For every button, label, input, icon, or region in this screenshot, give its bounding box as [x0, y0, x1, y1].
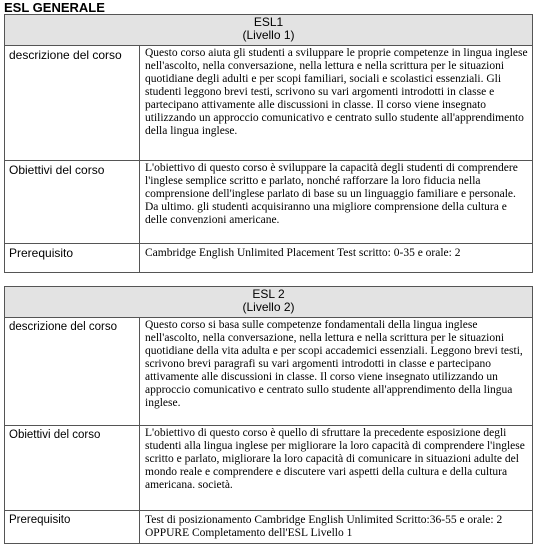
course-subheading: (Livello 2) [242, 300, 295, 314]
row-label-description: descrizione del corso [5, 46, 140, 161]
course-header-row [5, 15, 533, 46]
course-header-row [5, 287, 533, 318]
table-row [5, 318, 533, 426]
table-row [5, 161, 533, 244]
course-heading-cell [5, 287, 533, 318]
row-label-prerequisite: Prerequisito [5, 511, 140, 544]
document-title: ESL GENERALE [4, 0, 105, 15]
course-table-esl2 [4, 286, 533, 544]
table-row [5, 46, 533, 161]
course-heading: ESL 2 [252, 287, 285, 301]
row-label-objectives: Obiettivi del corso [5, 161, 140, 244]
course-subheading: (Livello 1) [242, 28, 295, 42]
course-table-esl1 [4, 14, 533, 273]
course-heading: ESL1 [253, 15, 284, 29]
row-label-prerequisite: Prerequisito [5, 244, 140, 273]
table-row [5, 244, 533, 273]
row-text-description: Questo corso si basa sulle competenze fondamentali della lingua inglese nell'ascolto, nella conversazione, nella lettura e nella scrittura per le situazioni quotidiane della vita adulta e per scopi accademici essenziali. Leggono brevi testi, scrivono brevi paragrafi su vari argomenti introdotti in classe e partecipano attivamente alle discussioni in classe. Il corso viene insegnato utilizzando un approccio comunicativo e centrato sullo studente all'apprendimento della lingua inglese. [140, 318, 533, 426]
table-row [5, 426, 533, 511]
course-heading-cell [5, 15, 533, 46]
row-label-objectives: Obiettivi del corso [5, 426, 140, 511]
table-row [5, 511, 533, 544]
row-text-objectives: L'obiettivo di questo corso è quello di sfruttare la precedente esposizione degli studenti alla lingua inglese per migliorare la loro capacità di comprendere l'inglese scritto e parlato, migliorare la loro capacità di comunicare in situazioni adulte del mondo reale e comprendere e discutere vari aspetti della cultura e della cultura americana. società. [140, 426, 533, 511]
row-label-description: descrizione del corso [5, 318, 140, 426]
row-text-description: Questo corso aiuta gli studenti a sviluppare le proprie competenze in lingua inglese nell'ascolto, nella conversazione, nella lettura e nella scrittura per le situazioni quotidiane degli adulti e per scopi familiari, sociali e scolastici essenziali. Gli studenti leggono brevi testi, scrivono su vari argomenti introdotti in classe e partecipano attivamente alle discussioni in classe. Il corso viene insegnato utilizzando un approccio comunicativo e centrato sullo studente all'apprendimento della lingua inglese. [140, 46, 533, 161]
row-text-prerequisite: Test di posizionamento Cambridge English Unlimited Scritto:36-55 e orale: 2 OPPURE Completamento dell'ESL Livello 1 [140, 511, 533, 544]
row-text-prerequisite: Cambridge English Unlimited Placement Test scritto: 0-35 e orale: 2 [140, 244, 533, 273]
row-text-objectives: L'obiettivo di questo corso è sviluppare la capacità degli studenti di comprendere l'inglese semplice scritto e parlato, nonché rafforzare la loro fiducia nella comprensione dell'inglese parlato di base su un linguaggio familiare e personale. Da ultimo. gli studenti acquisiranno una migliore comprensione della cultura e delle convenzioni americane. [140, 161, 533, 244]
